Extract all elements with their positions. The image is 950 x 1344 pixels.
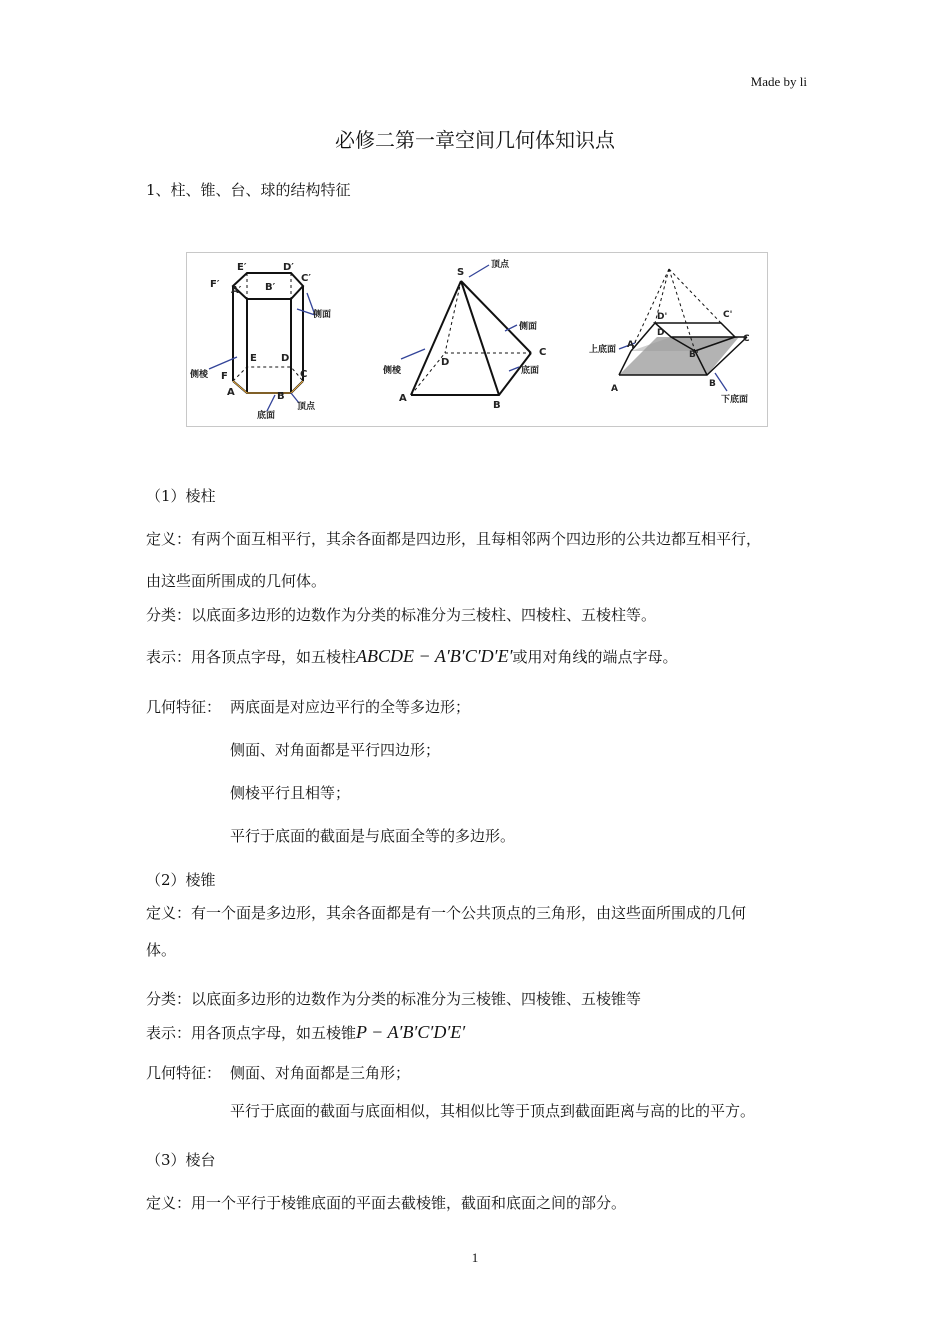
geometry-figure xyxy=(186,252,768,427)
prism-classification: 分类：以底面多边形的边数作为分类的标准分为三棱柱、四棱柱、五棱柱等。 xyxy=(146,606,657,624)
prism-definition-line1: 定义：有两个面互相平行，其余各面都是四边形，且每相邻两个四边形的公共边都互相平行， xyxy=(146,530,762,548)
frustum-bottom-C: C xyxy=(743,334,750,344)
header-author: Made by li xyxy=(750,74,807,89)
prism-label-top-3: A′ xyxy=(231,285,242,296)
prism-label-top-1: D′ xyxy=(283,262,294,273)
prism-feature-2: 侧面、对角面都是平行四边形； xyxy=(230,741,441,759)
pyramid-vertex-A: A xyxy=(399,393,407,404)
pyramid-vertex-C: C xyxy=(539,347,547,358)
pyramid-vertex-B: B xyxy=(493,400,501,411)
section-heading: 1、柱、锥、台、球的结构特征 xyxy=(146,181,351,199)
prism-features-label: 几何特征： xyxy=(146,698,222,716)
pyramid-definition-line2: 体。 xyxy=(146,941,177,959)
frustum-top-B: B' xyxy=(689,350,699,360)
frustum-top-C: C' xyxy=(723,310,733,320)
pyramid-notation xyxy=(146,1022,465,1043)
frustum-heading: （3）棱台 xyxy=(146,1151,216,1169)
prism-label-bottom-5: C xyxy=(300,369,308,380)
frustum-top-A: A' xyxy=(627,340,637,350)
prism-feature-3: 侧棱平行且相等； xyxy=(230,784,351,802)
frustum-definition: 定义：用一个平行于棱锥底面的平面去截棱锥，截面和底面之间的部分。 xyxy=(146,1194,627,1212)
prism-notation-math: ABCDE − A′B′C′D′E′ xyxy=(356,646,513,666)
prism-notation-prefix: 表示：用各顶点字母，如五棱柱 xyxy=(146,648,357,666)
pyramid-heading: （2）棱锥 xyxy=(146,871,216,889)
prism-feature-1: 两底面是对应边平行的全等多边形； xyxy=(230,698,471,716)
pyramid-feature-1: 侧面、对角面都是三角形； xyxy=(230,1064,411,1082)
pyramid-apex-S: S xyxy=(457,267,465,278)
prism-label-bottom-3: A xyxy=(227,387,235,398)
page-title: 必修二第一章空间几何体知识点 xyxy=(335,128,615,152)
pyramid-vertex-D: D xyxy=(441,357,450,368)
prism-label-bottom-1: D xyxy=(281,353,290,364)
page-number: 1 xyxy=(471,1250,479,1265)
frustum-bottom-A: A xyxy=(611,384,618,394)
prism-label-top-0: E′ xyxy=(237,262,247,273)
prism-label-bottom-4: B xyxy=(277,391,285,402)
prism-label-top-4: B′ xyxy=(265,282,276,293)
pyramid-feature-2: 平行于底面的截面与底面相似，其相似比等于顶点到截面距离与高的比的平方。 xyxy=(230,1102,756,1120)
prism-side-edge-label: 侧棱 xyxy=(190,370,209,380)
prism-definition-line2: 由这些面所围成的几何体。 xyxy=(146,572,327,590)
prism-feature-4: 平行于底面的截面是与底面全等的多边形。 xyxy=(230,827,516,845)
prism-notation-suffix: 或用对角线的端点字母。 xyxy=(512,648,678,666)
frustum-drawing xyxy=(619,269,747,375)
prism-label-top-2: F′ xyxy=(210,279,220,290)
frustum-lower-base-label: 下底面 xyxy=(721,395,749,405)
frustum-upper-base-label: 上底面 xyxy=(589,345,617,355)
pyramid-classification: 分类：以底面多边形的边数作为分类的标准分为三棱锥、四棱锥、五棱锥等 xyxy=(146,990,642,1008)
frustum-top-D: D' xyxy=(657,312,668,322)
pyramid-features-label: 几何特征： xyxy=(146,1064,222,1082)
solids-diagram xyxy=(187,253,767,426)
pyramid-side-edge-label: 侧棱 xyxy=(383,366,402,376)
prism-base-label: 底面 xyxy=(257,411,276,421)
frustum-bottom-D: D xyxy=(657,328,665,338)
prism-heading: （1）棱柱 xyxy=(146,487,216,505)
pyramid-notation-math: P − A′B′C′D′E′ xyxy=(356,1022,466,1042)
prism-notation xyxy=(146,646,678,667)
pyramid-drawing xyxy=(411,281,531,395)
pyramid-side-face-label: 侧面 xyxy=(519,322,538,332)
prism-vertex-label: 顶点 xyxy=(297,402,316,412)
pyramid-apex-label: 顶点 xyxy=(491,260,510,270)
frustum-bottom-B: B xyxy=(709,379,716,389)
prism-side-face-label: 侧面 xyxy=(313,310,332,320)
pyramid-base-label: 底面 xyxy=(521,366,540,376)
pyramid-notation-prefix: 表示：用各顶点字母，如五棱锥 xyxy=(146,1024,357,1042)
pyramid-definition-line1: 定义：有一个面是多边形，其余各面都是有一个公共顶点的三角形，由这些面所围成的几何 xyxy=(146,904,747,922)
prism-label-bottom-2: F xyxy=(221,371,228,382)
prism-label-top-5: C′ xyxy=(301,273,311,284)
prism-label-bottom-0: E xyxy=(250,353,257,364)
